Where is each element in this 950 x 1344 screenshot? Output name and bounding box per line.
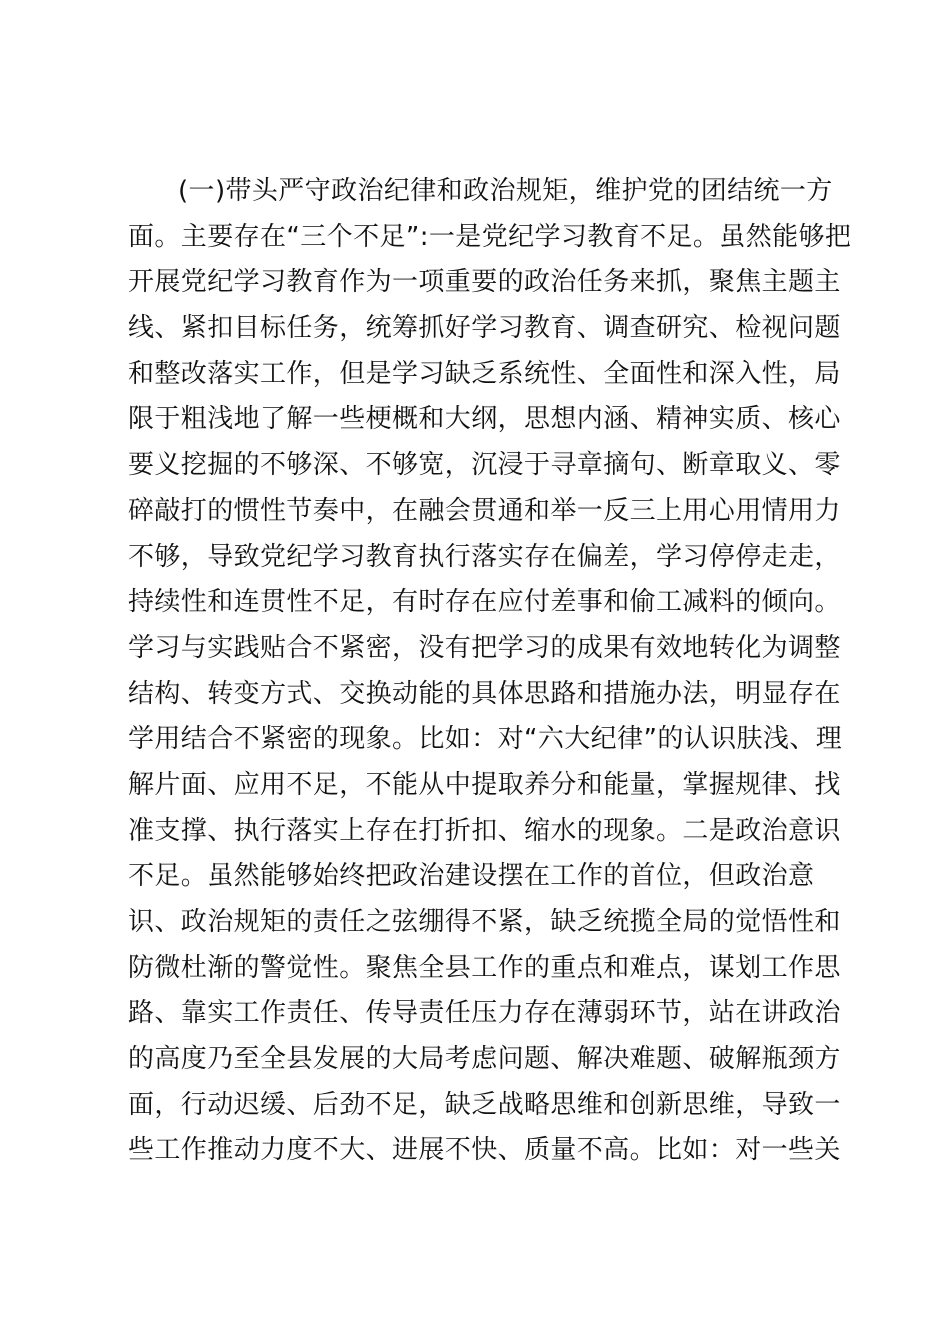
paragraph-line: 面。主要存在“三个不足”:一是党纪学习教育不足。虽然能够把 [128,221,852,252]
paragraph-line: 解片面、应用不足，不能从中提取养分和能量，掌握规律、找 [128,769,841,800]
paragraph-line: 限于粗浅地了解一些梗概和大纲，思想内涵、精神实质、核心 [128,404,841,435]
paragraph-line: 不够，导致党纪学习教育执行落实存在偏差，学习停停走走， [128,541,841,572]
paragraph-line: 准支撑、执行落实上存在打折扣、缩水的现象。二是政治意识 [128,815,841,846]
paragraph-line: 碎敲打的惯性节奏中，在融会贯通和举一反三上用心用情用力 [128,495,841,526]
paragraph-line: 持续性和连贯性不足，有时存在应付差事和偷工减料的倾向。 [128,587,841,618]
paragraph-line: 线、紧扣目标任务，统筹抓好学习教育、调查研究、检视问题 [128,313,841,344]
paragraph-line: 不足。虽然能够始终把政治建设摆在工作的首位，但政治意 [128,861,815,892]
paragraph-line: 的高度乃至全县发展的大局考虑问题、解决难题、破解瓶颈方 [128,1044,841,1075]
paragraph-line: 要义挖掘的不够深、不够宽，沉浸于寻章摘句、断章取义、零 [128,450,841,481]
paragraph-line: 学用结合不紧密的现象。比如：对“六大纪律”的认识肤浅、理 [128,724,843,755]
body-paragraph [128,169,852,1174]
paragraph-line: 防微杜渐的警觉性。聚焦全县工作的重点和难点，谋划工作思 [128,952,841,983]
paragraph-line: (一)带头严守政治纪律和政治规矩，维护党的团结统一方 [178,176,833,206]
paragraph-line: 结构、转变方式、交换动能的具体思路和措施办法，明显存在 [128,678,841,709]
paragraph-line: 学习与实践贴合不紧密，没有把学习的成果有效地转化为调整 [128,632,841,663]
paragraph-line: 面，行动迟缓、后劲不足，缺乏战略思维和创新思维，导致一 [128,1089,841,1120]
paragraph-line: 些工作推动力度不大、进展不快、质量不高。比如：对一些关 [128,1135,841,1166]
paragraph-line: 开展党纪学习教育作为一项重要的政治任务来抓，聚焦主题主 [128,267,841,298]
paragraph-line: 路、靠实工作责任、传导责任压力存在薄弱环节，站在讲政治 [128,998,841,1029]
paragraph-line: 和整改落实工作，但是学习缺乏系统性、全面性和深入性，局 [128,358,841,389]
paragraph-line: 识、政治规矩的责任之弦绷得不紧，缺乏统揽全局的觉悟性和 [128,907,841,937]
